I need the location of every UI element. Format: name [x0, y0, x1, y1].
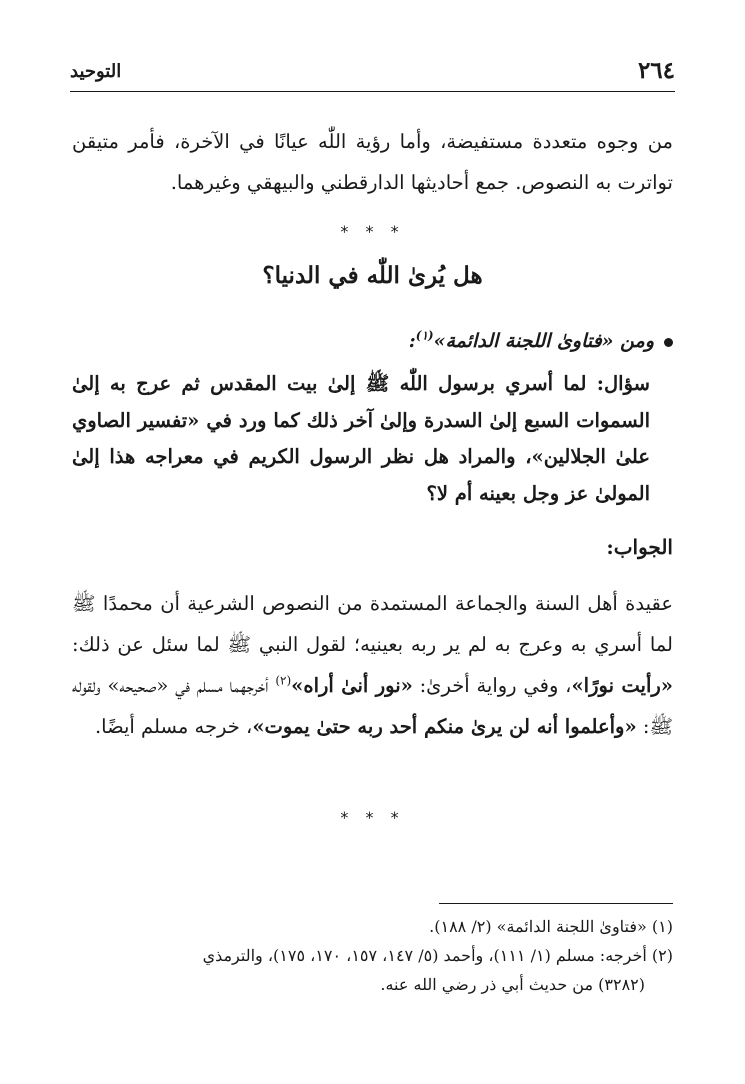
answer-part-4: ، خرجه مسلم أيضًا.	[94, 715, 253, 738]
section-separator: * * *	[340, 222, 405, 241]
section-title: هل يُرىٰ اللّٰه في الدنيا؟	[262, 262, 483, 289]
answer-paragraph	[72, 583, 673, 747]
page-number: ٢٦٤	[637, 57, 675, 84]
footnote-ref-2: (٢)	[275, 673, 292, 688]
closing-separator: * * *	[340, 808, 405, 827]
answer-part-1: عقيدة أهل السنة والجماعة المستمدة من النصوص الشرعية أن محمدًا ﷺ لما أسري به وعرج به لم ير ربه بعينيه؛ لقول النبي ﷺ لما سئل عن ذلك:	[72, 592, 673, 656]
intro-paragraph: من وجوه متعددة مستفيضة، وأما رؤية اللّٰه عيانًا في الآخرة، فأمر متيقن تواترت به النصوص. جمع أحاديثها الدارقطني والبيهقي وغيرهما.	[72, 130, 673, 194]
answer-quote-1: «رأيت نورًا»	[571, 674, 673, 697]
answer-label: الجواب:	[606, 535, 673, 559]
running-title: التوحيد	[70, 61, 122, 82]
footnote-2-line-1: (٢) أخرجه: مسلم (١/ ١١١)، وأحمد (٥/ ١٤٧، ١٥٧، ١٧٠، ١٧٥)، والترمذي	[202, 946, 673, 965]
source-suffix: :	[408, 330, 416, 352]
footnotes	[72, 912, 673, 999]
question-text: سؤال: لما أسري برسول اللّٰه ﷺ إلىٰ بيت المقدس ثم عرج به إلىٰ السموات السبع إلىٰ السدرة وإلىٰ آخر ذلك كما ورد في «تفسير الصاوي علىٰ الجلالين»، والمراد هل نظر الرسول الكريم في معراجه هذا إلىٰ المولىٰ عز وجل بعينه أم لا؟	[72, 372, 650, 505]
answer-quote-3: «وأعلموا أنه لن يرىٰ منكم أحد ربه حتىٰ يموت»	[252, 715, 637, 738]
source-text: ومن «فتاوىٰ اللجنة الدائمة»	[433, 330, 654, 352]
answer-part-2: ، وفي رواية أخرىٰ:	[412, 674, 572, 697]
answer-quote-2: «نور أنىٰ أراه»	[291, 674, 413, 697]
footnote-divider	[439, 903, 673, 904]
source-line	[72, 330, 673, 352]
footnote-1: (١) «فتاوىٰ اللجنة الدائمة» (٢/ ١٨٨).	[429, 917, 673, 936]
answer-part-3: أخرجهما مسلم في «صحيحه» ولقوله ﷺ:	[72, 674, 673, 738]
bullet-icon	[664, 338, 673, 347]
footnote-2-line-2: (٣٢٨٢) من حديث أبي ذر رضي الله عنه.	[380, 975, 645, 994]
footnote-ref-1: (١)	[415, 328, 434, 343]
page-header	[70, 55, 675, 92]
